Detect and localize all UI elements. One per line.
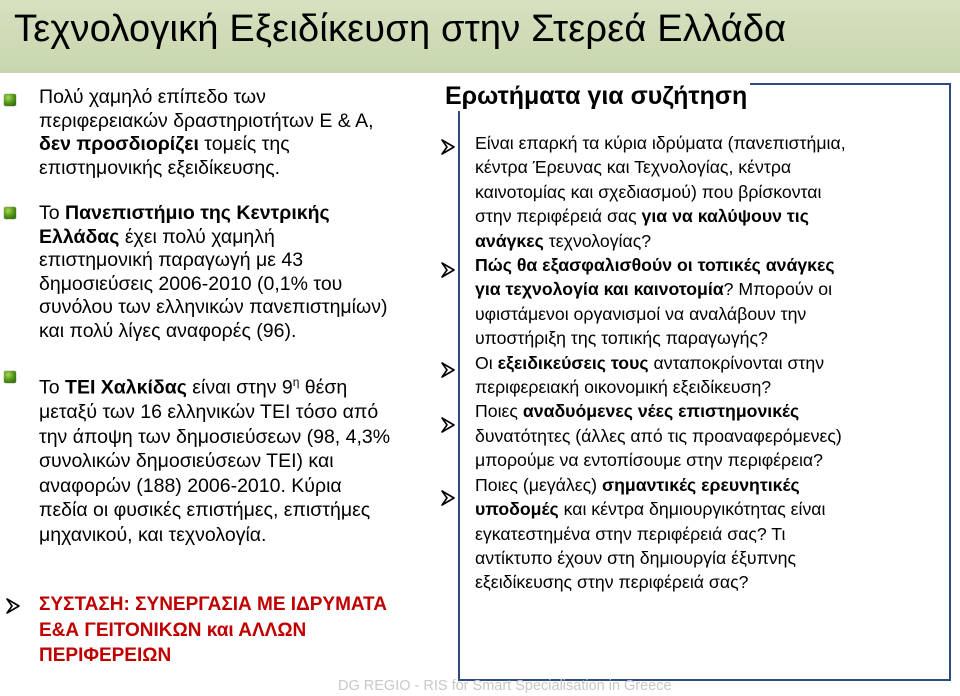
text-span: και κέντρα δημιουργικότητας είναι [558, 499, 826, 520]
text-line: ΣΥΣΤΑΣΗ: ΣΥΝΕΡΓΑΣΙΑ ΜΕ ΙΔΡΥΜΑΤΑ [39, 594, 387, 615]
slide-title: Τεχνολογική Εξειδίκευση στην Στερεά Ελλάδα [14, 8, 787, 50]
green-square-bullet-icon [4, 207, 16, 219]
text-line: καινοτομίας και σχεδιασμού) που βρίσκονται [475, 181, 822, 202]
bold-text: εξειδικεύσεις τους [497, 352, 649, 373]
text-span: θέση [299, 376, 348, 399]
text-line: Πολύ χαμηλό επίπεδο των [39, 86, 266, 108]
text-span: Ποιες (μεγάλες) [475, 474, 602, 495]
bold-text: Ελλάδας [39, 225, 120, 248]
text-line: αντίκτυπο έχουν στη δημιουργία έξυπνης [475, 547, 796, 568]
text-line: ΠΕΡΙΦΕΡΕΙΩΝ [39, 645, 172, 667]
text-line: επιστημονική παραγωγή με 43 [39, 249, 304, 272]
text-line: περιφερειακών δραστηριοτήτων Ε & Α, [39, 109, 374, 132]
arrow-bullet-icon [441, 362, 455, 378]
text-line: δυνατότητες (άλλες από τις προαναφερόμενες) [475, 425, 842, 446]
text-span: Το [39, 202, 66, 224]
text-line: δημοσιεύσεις 2006-2010 (0,1% του [39, 272, 343, 295]
text-line: την άποψη των δημοσιεύσεων (98, 4,3% [39, 425, 391, 448]
text-span: είναι στην 9 [186, 376, 293, 399]
question-3 [475, 351, 945, 400]
title-band [0, 0, 960, 73]
question-5 [475, 473, 945, 595]
text-span: Ποιες [475, 401, 523, 422]
text-line: συνόλου των ελληνικών πανεπιστημίων) [39, 296, 388, 319]
text-line [475, 204, 945, 228]
text-line: μηχανικού, και τεχνολογία. [39, 524, 267, 547]
text-line: περιφερειακή οικονομική εξειδίκευση? [475, 377, 772, 398]
text-line: υποστήριξη της τοπικής παραγωγής? [475, 328, 768, 349]
text-line: Ε&Α ΓΕΙΤΟΝΙΚΩΝ και ΑΛΛΩΝ [39, 619, 307, 641]
arrow-bullet-icon [441, 139, 455, 155]
bold-text: δεν προσδιορίζει [39, 133, 199, 156]
text-line [475, 229, 945, 253]
arrow-bullet-icon [6, 598, 20, 614]
recommendation-text [39, 592, 387, 669]
text-line [475, 399, 945, 423]
question-1 [475, 131, 945, 253]
text-line: εγκατεστημένα στην περιφέρειά σας? Τι [475, 523, 786, 544]
text-line [39, 133, 449, 157]
text-line: επιστημονικής εξειδίκευσης. [39, 156, 281, 179]
text-span: Οι [475, 352, 498, 373]
text-line: Είναι επαρκή τα κύρια ιδρύματα (πανεπιστήμια, [475, 133, 846, 153]
text-line [39, 202, 449, 226]
question-2 [475, 253, 945, 351]
text-line: υφιστάμενοι οργανισμοί να αναλάβουν την [475, 303, 807, 324]
arrow-bullet-icon [441, 490, 455, 506]
text-line: συνολικών δημοσιεύσεων ΤΕΙ) και [39, 450, 334, 473]
text-line: πεδία οι φυσικές επιστήμες, επιστήμες [39, 499, 371, 522]
bold-text: Πανεπιστήμιο της Κεντρικής [65, 202, 330, 224]
text-line [475, 473, 945, 497]
bold-text: για να καλύψουν τις [641, 206, 809, 227]
bold-text: σημαντικές ερευνητικές [601, 474, 800, 495]
text-span: Το [39, 376, 66, 399]
text-line: εξειδίκευσης στην περιφέρειά σας? [475, 572, 749, 593]
text-line: αναφορών (188) 2006-2010. Κύρια [39, 474, 342, 497]
bold-text: υποδομές [475, 499, 559, 520]
bold-text: ΤΕΙ Χαλκίδας [65, 376, 187, 399]
questions-title: Ερωτήματα για συζήτηση [442, 82, 750, 111]
green-square-bullet-icon [4, 371, 16, 383]
text-line [475, 277, 945, 301]
bold-text: ανάγκες [475, 230, 544, 251]
arrow-bullet-icon [441, 417, 455, 433]
bullet-2-text [39, 202, 449, 344]
text-span: έχει πολύ χαμηλή [119, 225, 275, 248]
text-line [475, 253, 945, 277]
text-span: ? Μπορούν οι [723, 279, 832, 300]
text-line [39, 370, 449, 400]
text-line: και πολύ λίγες αναφορές (96). [39, 319, 297, 342]
bold-text: για τεχνολογία και καινοτομία [475, 279, 724, 300]
bold-text: Πώς θα εξασφαλισθούν οι τοπικές ανάγκες [475, 255, 835, 276]
footer-text: DG REGIO - RIS for Smart Specialisation in Greece [338, 678, 672, 694]
questions-list [475, 131, 945, 595]
text-span: τεχνολογίας? [543, 230, 652, 251]
bullet-3-text [39, 370, 449, 548]
bullet-1-text [39, 86, 449, 180]
text-line [475, 351, 945, 375]
superscript: η [292, 375, 300, 389]
bold-text: αναδυόμενες νέες επιστημονικές [522, 401, 800, 422]
text-line [39, 226, 449, 250]
question-4 [475, 399, 945, 472]
text-span: τομείς της [198, 133, 290, 156]
green-square-bullet-icon [4, 94, 16, 106]
text-line [475, 497, 945, 521]
text-span: στην περιφέρειά σας [475, 206, 642, 227]
text-line: μπορούμε να εντοπίσουμε στην περιφέρεια? [475, 450, 823, 471]
text-line: μεταξύ των 16 ελληνικών ΤΕΙ τόσο από [39, 401, 379, 424]
text-line: κέντρα Έρευνας και Τεχνολογίας, κέντρα [475, 157, 792, 178]
text-span: ανταποκρίνονται στην [648, 352, 825, 373]
arrow-bullet-icon [441, 262, 455, 278]
